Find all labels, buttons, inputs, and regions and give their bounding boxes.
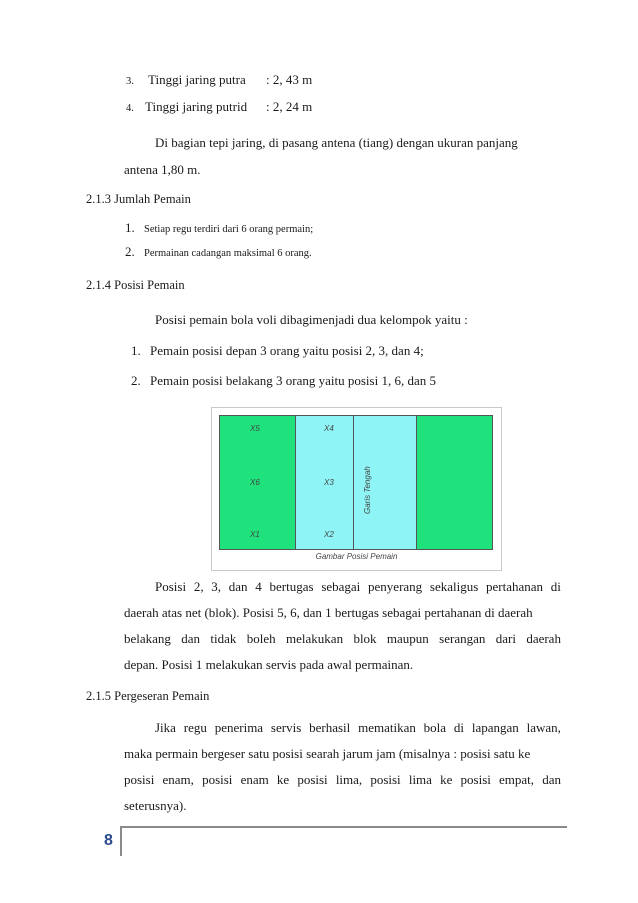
word: dari (495, 631, 516, 646)
word: dan (542, 772, 561, 787)
s214-item-1: Pemain posisi depan 3 orang yaitu posisi 2, 3, dan 4; (150, 343, 424, 358)
word: sebagai (321, 579, 361, 594)
word: lima, (335, 772, 363, 787)
word: tidak (210, 631, 237, 646)
word: sekaligus (429, 579, 479, 594)
s215-line-4: seterusnya). (124, 798, 187, 813)
word: lawan, (526, 720, 561, 735)
posisi-line-3 (124, 631, 561, 647)
posisi-line-1 (124, 579, 561, 595)
word: posisi (370, 772, 401, 787)
word: dan (181, 631, 201, 646)
court-zone-right (417, 416, 492, 549)
s213-item-1: Setiap regu terdiri dari 6 orang permain; (144, 224, 314, 235)
list-value-tinggi-putri: : 2, 24 m (266, 99, 313, 114)
s213-num-2: 2. (125, 244, 135, 259)
word: lapangan (471, 720, 519, 735)
word: blok (353, 631, 377, 646)
list-value-tinggi-putra: : 2, 43 m (266, 72, 313, 87)
list-label-tinggi-putri: Tinggi jaring putrid (145, 99, 248, 114)
list-label-tinggi-putra: Tinggi jaring putra (148, 72, 246, 87)
figure-caption: Gambar Posisi Pemain (315, 552, 398, 561)
position-x6: X6 (250, 478, 260, 487)
heading-2-1-4: 2.1.4 Posisi Pemain (86, 278, 185, 292)
word: 2, (193, 579, 204, 594)
word: Posisi (155, 579, 187, 594)
footer-rule (122, 826, 567, 828)
word: posisi (460, 772, 491, 787)
word: enam (240, 772, 269, 787)
word: di (550, 579, 561, 594)
word: empat, (499, 772, 535, 787)
word: boleh (246, 631, 276, 646)
word: belakang (124, 631, 171, 646)
word: ke (440, 772, 453, 787)
position-x2: X2 (324, 530, 334, 539)
word: serangan (439, 631, 486, 646)
heading-2-1-5: 2.1.5 Pergeseran Pemain (86, 689, 210, 703)
word: posisi (202, 772, 233, 787)
word: dan (228, 579, 248, 594)
s213-item-2: Permainan cadangan maksimal 6 orang. (144, 248, 312, 259)
posisi-line-2: daerah atas net (blok). Posisi 5, 6, dan 1 bertugas sebagai pertahanan di daerah (124, 605, 533, 620)
word: posisi (297, 772, 328, 787)
s214-item-2: Pemain posisi belakang 3 orang yaitu posisi 1, 6, dan 5 (150, 373, 436, 388)
word: posisi (124, 772, 155, 787)
word: daerah (526, 631, 561, 646)
word: enam, (162, 772, 194, 787)
figure-posisi-pemain (211, 407, 502, 571)
word: ke (276, 772, 290, 787)
position-x4: X4 (324, 424, 334, 433)
word: penerima (214, 720, 264, 735)
word: penyerang (368, 579, 423, 594)
word: servis (270, 720, 302, 735)
antena-line-1: Di bagian tepi jaring, di pasang antena (tiang) dengan ukuran panjang (155, 135, 518, 150)
page-number: 8 (104, 832, 113, 849)
word: bertugas (269, 579, 314, 594)
s213-num-1: 1. (125, 220, 135, 235)
word: 3, (211, 579, 222, 594)
posisi-line-4: depan. Posisi 1 melakukan servis pada awal permainan. (124, 657, 414, 672)
word: mematikan (358, 720, 416, 735)
position-x3: X3 (324, 478, 334, 487)
volleyball-court (219, 415, 493, 550)
antena-line-2: antena 1,80 m. (124, 162, 201, 177)
word: di (453, 720, 465, 735)
s214-num-2: 2. (131, 373, 141, 388)
s215-line-3 (124, 772, 561, 788)
word: lima (408, 772, 432, 787)
word: maupun (386, 631, 429, 646)
net-label: Garis Tengah (363, 466, 372, 514)
word: Jika (155, 720, 176, 735)
word: pertahanan (486, 579, 544, 594)
word: bola (423, 720, 447, 735)
s214-num-1: 1. (131, 343, 141, 358)
s214-intro: Posisi pemain bola voli dibagimenjadi dua kelompok yaitu : (155, 312, 468, 327)
position-x1: X1 (250, 530, 260, 539)
position-x5: X5 (250, 424, 260, 433)
footer-separator (120, 826, 122, 856)
s215-line-1 (124, 720, 561, 736)
word: melakukan (286, 631, 344, 646)
s215-line-2: maka permain bergeser satu posisi searah jarum jam (misalnya : posisi satu ke (124, 746, 531, 761)
list-num-4: 4. (126, 103, 134, 114)
word: regu (183, 720, 207, 735)
word: berhasil (309, 720, 351, 735)
list-num-3: 3. (126, 76, 134, 87)
heading-2-1-3: 2.1.3 Jumlah Pemain (86, 192, 191, 206)
word: 4 (255, 579, 262, 594)
